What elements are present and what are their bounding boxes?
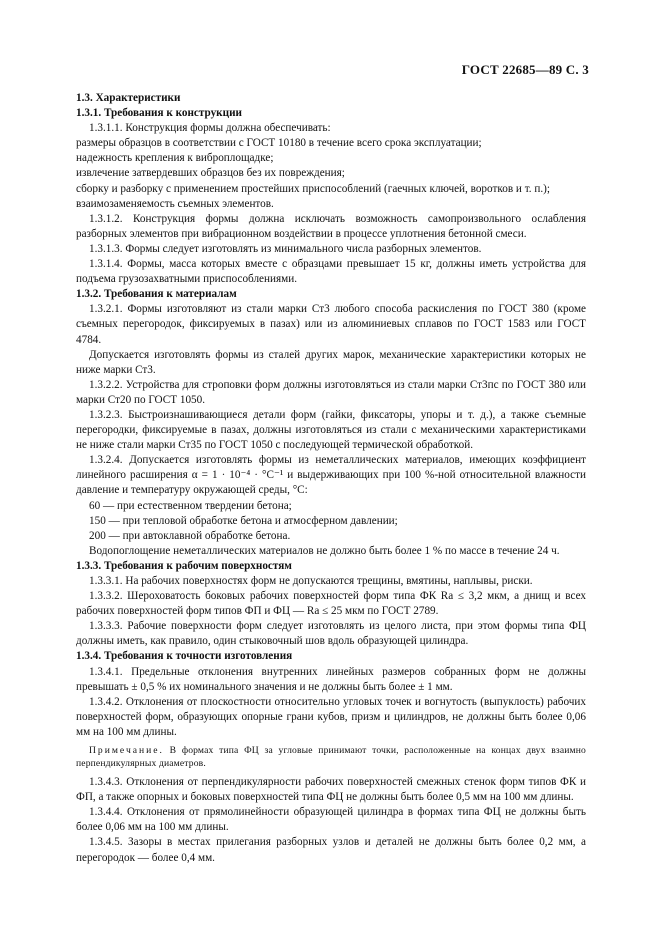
paragraph: 1.3.2.1. Формы изготовляют из стали марки Ст3 любого способа раскисления по ГОСТ 380 (кроме съемных перегородок, фиксируемых в пазах) или из алюминиевых сплавов по ГОСТ 1583 или ГОСТ 4784.: [76, 303, 586, 346]
paragraph: Водопоглощение неметаллических материалов не должно быть более 1 % по массе в течение 24 ч.: [89, 544, 560, 557]
paragraph: Допускается изготовлять формы из сталей других марок, механические характеристики которых не ниже марки Ст3.: [76, 348, 586, 376]
paragraph: 60 — при естественном твердении бетона;: [89, 499, 292, 512]
page-header: ГОСТ 22685—89 С. 3: [461, 62, 589, 77]
section-heading: 1.3.4. Требования к точности изготовления: [76, 650, 293, 663]
paragraph: 1.3.1.3. Формы следует изготовлять из минимального числа разборных элементов.: [89, 242, 482, 255]
note-text: В формах типа ФЦ за угловые принимают точки, расположенные на концах двух взаимно перпендикулярных диаметров.: [76, 745, 586, 770]
paragraph: взаимозаменяемость съемных элементов.: [76, 197, 274, 210]
document-body: [76, 91, 586, 866]
paragraph: сборку и разборку с применением простейших приспособлений (гаечных ключей, воротков и т. п.);: [76, 182, 550, 195]
paragraph: 1.3.4.5. Зазоры в местах прилегания разборных узлов и деталей не должны быть более 0,2 мм, а перегородок — более 0,4 мм.: [76, 836, 586, 864]
paragraph: 1.3.4.1. Предельные отклонения внутренних линейных размеров собранных форм не должны превышать ± 0,5 % их номинального значения и не должны быть более ± 1 мм.: [76, 665, 586, 693]
paragraph: 1.3.3.1. На рабочих поверхностях форм не допускаются трещины, вмятины, наплывы, риски.: [89, 575, 533, 587]
section-heading: 1.3.3. Требования к рабочим поверхностям: [76, 559, 292, 572]
section-heading: 1.3.2. Требования к материалам: [76, 288, 237, 301]
paragraph: 1.3.3.2. Шероховатость боковых рабочих поверхностей форм типа ФК Ra ≤ 3,2 мкм, а днищ и всех рабочих поверхностей форм типов ФП и ФЦ — Ra ≤ 25 мкм по ГОСТ 2789.: [76, 590, 586, 618]
paragraph: 1.3.4.3. Отклонения от перпендикулярности рабочих поверхностей смежных стенок форм типов ФК и ФП, а также опорных и боковых поверхностей типа ФЦ не должны быть более 0,5 мм на 100 мм длины.: [76, 776, 586, 804]
paragraph: 1.3.4.2. Отклонения от плоскостности относительно угловых точек и вогнутость (выпуклость) рабочих поверхностей форм, образующих опорные грани кубов, призм и цилиндров, не должны быть более 0,06 мм на 100 мм длины.: [76, 695, 586, 738]
paragraph: 1.3.2.3. Быстроизнашивающиеся детали форм (гайки, фиксаторы, упоры и т. д.), а также съемные перегородки, фиксируемые в пазах, должны изготовляться из стали с механическими характеристиками не ниже стали марки Ст35 по ГОСТ 1050 с последующей термической обработкой.: [76, 408, 586, 452]
paragraph: 1.3.1.1. Конструкция формы должна обеспечивать:: [89, 122, 331, 135]
section-heading: 1.3. Характеристики: [76, 92, 181, 104]
note-label: Примечание.: [89, 745, 164, 757]
paragraph: 1.3.2.4. Допускается изготовлять формы из неметаллических материалов, имеющих коэффициент линейного расширения α = 1 · 10⁻⁴ · °С⁻¹ и выдерживающих при 100 %-ной относительной влажности давление и температуру окружающей среды, °С:: [76, 454, 586, 497]
paragraph: 200 — при автоклавной обработке бетона.: [89, 529, 291, 542]
paragraph: 1.3.1.2. Конструкция формы должна исключать возможность самопроизвольного ослабления разборных элементов при вибрационном воздействии в процессе уплотнения бетонной смеси.: [76, 212, 586, 240]
paragraph: 1.3.4.4. Отклонения от прямолинейности образующей цилиндра в формах типа ФЦ не должны быть более 0,06 мм на 100 мм длины.: [76, 806, 586, 834]
paragraph: надежность крепления к виброплощадке;: [76, 152, 274, 165]
paragraph: размеры образцов в соответствии с ГОСТ 10180 в течение всего срока эксплуатации;: [76, 137, 482, 150]
paragraph: извлечение затвердевших образцов без их повреждения;: [76, 167, 345, 180]
paragraph: 150 — при тепловой обработке бетона и атмосферном давлении;: [89, 514, 398, 527]
section-heading: 1.3.1. Требования к конструкции: [76, 107, 242, 120]
paragraph: 1.3.3.3. Рабочие поверхности форм следует изготовлять из целого листа, при этом формы типа ФЦ должны иметь, как правило, один стыковочный шов вдоль образующей цилиндра.: [76, 620, 586, 648]
paragraph: 1.3.2.2. Устройства для строповки форм должны изготовляться из стали марки Ст3пс по ГОСТ 380 или марки Ст20 по ГОСТ 1050.: [76, 378, 586, 406]
note-paragraph: [76, 744, 586, 770]
paragraph: 1.3.1.4. Формы, масса которых вместе с образцами превышает 15 кг, должны иметь устройства для подъема грузозахватными приспособлениями.: [76, 258, 586, 286]
